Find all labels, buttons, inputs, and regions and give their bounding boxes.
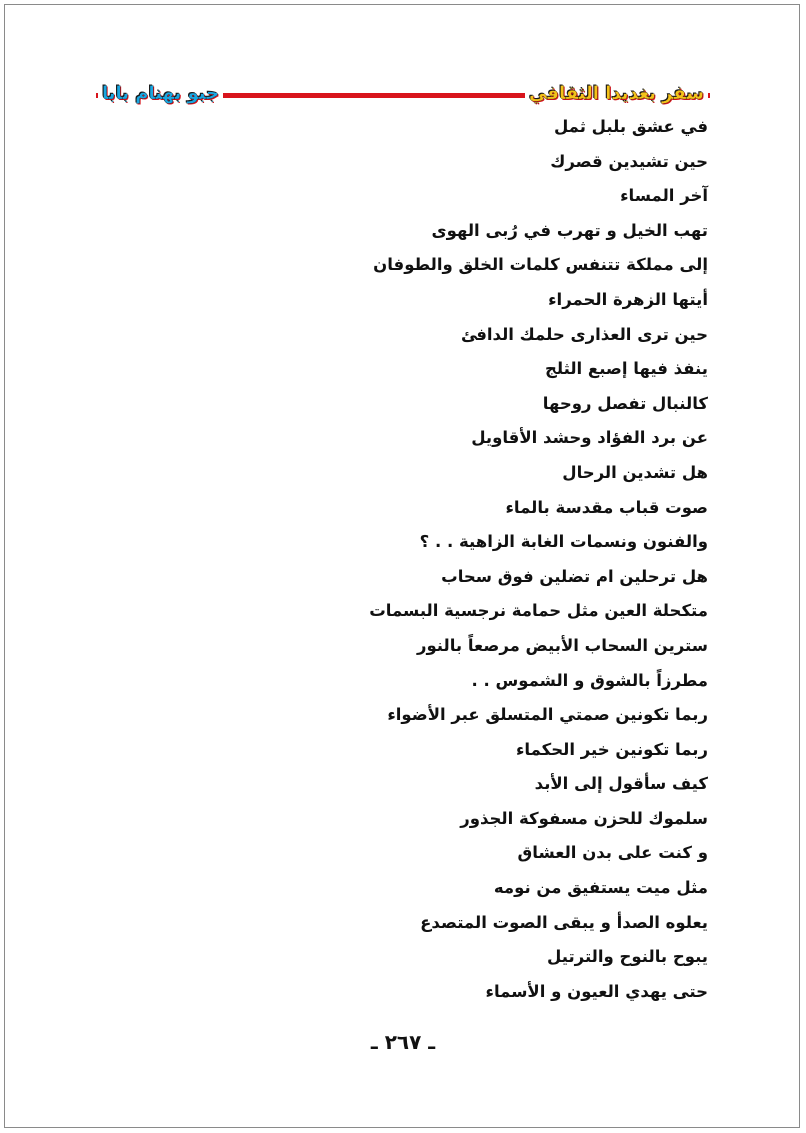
poem-line: آخر المساء bbox=[620, 186, 708, 206]
page-header bbox=[96, 80, 710, 110]
poem-line: مثل ميت يستفيق من نومه bbox=[493, 878, 708, 898]
poem-line: عن برد الفؤاد وحشد الأقاويل bbox=[471, 428, 708, 448]
poem-line: كيف سأقول إلى الأبد bbox=[534, 774, 708, 794]
poem-line: مطرزاً بالشوق و الشموس . . bbox=[471, 670, 708, 690]
poem-line: إلى مملكة تتنفس كلمات الخلق والطوفان bbox=[373, 255, 708, 275]
poem-line: في عشق بلبل ثمل bbox=[553, 117, 708, 136]
poem-line: يعلوه الصدأ و يبقى الصوت المتصدع bbox=[420, 912, 708, 932]
poem-line: و كنت على بدن العشاق bbox=[517, 843, 708, 863]
poem-line: يبوح بالنوح والترتيل bbox=[547, 947, 708, 967]
poem-line: حين تشيدين قصرك bbox=[550, 151, 708, 171]
header-book-title: سفر بغديدا الثقافي bbox=[525, 80, 708, 108]
page-number: ـ ٢٦٧ ـ bbox=[370, 1030, 436, 1054]
poem-line: كالنبال تفصل روحها bbox=[542, 393, 708, 413]
poem-line: حتى يهدي العيون و الأسماء bbox=[485, 981, 708, 1001]
header-author-name: جبو بهنام بابا bbox=[98, 80, 223, 108]
poem-line: ربما تكونين خير الحكماء bbox=[515, 739, 708, 759]
poem-line: ينفذ فيها إصبع الثلج bbox=[544, 359, 708, 379]
poem-line: هل تشدين الرحال bbox=[562, 462, 708, 482]
poem-line: حين ترى العذارى حلمك الدافئ bbox=[460, 324, 708, 344]
poem-line: هل ترحلين ام تضلين فوق سحاب bbox=[441, 566, 708, 586]
poem-line: سلموك للحزن مسفوكة الجذور bbox=[460, 808, 708, 828]
poem-line: تهب الخيل و تهرب في رُبى الهوى bbox=[431, 220, 708, 240]
poem-line: صوت قباب مقدسة بالماء bbox=[505, 497, 708, 517]
poem-line: متكحلة العين مثل حمامة نرجسية البسمات bbox=[369, 601, 708, 621]
poem-text bbox=[368, 110, 708, 1009]
poem-line: أيتها الزهرة الحمراء bbox=[548, 289, 708, 309]
poem-line: سترين السحاب الأبيض مرصعاً بالنور bbox=[416, 635, 708, 655]
poem-line: ربما تكونين صمتي المتسلق عبر الأضواء bbox=[387, 705, 708, 725]
poem-line: والفنون ونسمات الغابة الزاهية . . ؟ bbox=[419, 532, 708, 552]
